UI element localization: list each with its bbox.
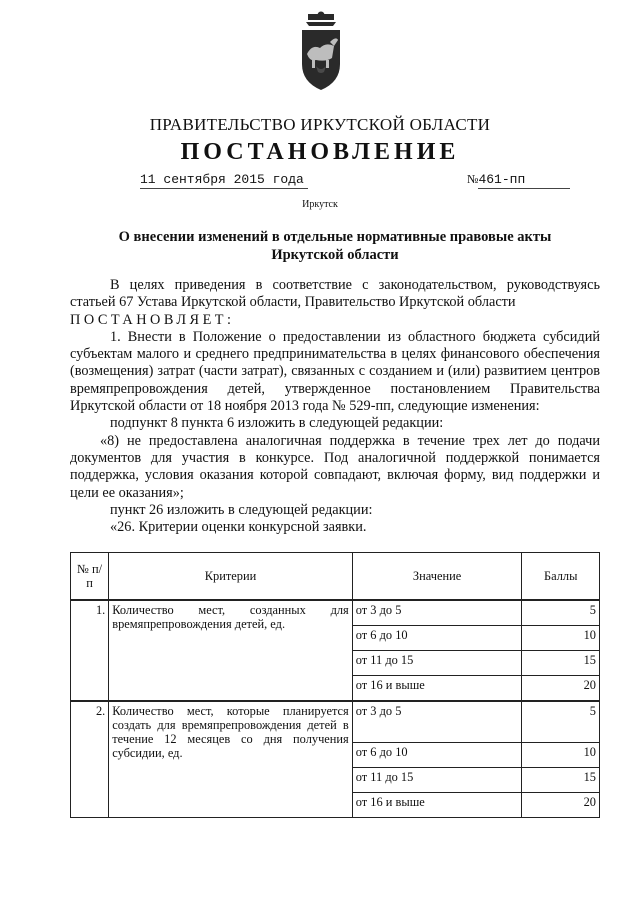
group-1-criterion: Количество мест, созданных для времяпрепровождения детей, ед. <box>109 600 353 701</box>
document-body <box>70 277 600 536</box>
document-number-block <box>467 171 570 189</box>
group-1-points-4: 20 <box>522 676 600 702</box>
group-1-value-1: от 3 до 5 <box>352 600 522 626</box>
header-criteria: Критерии <box>109 553 353 601</box>
group-1-points-2: 10 <box>522 626 600 651</box>
group-1-value-2: от 6 до 10 <box>352 626 522 651</box>
government-name: ПРАВИТЕЛЬСТВО ИРКУТСКОЙ ОБЛАСТИ <box>149 115 491 134</box>
document-title <box>70 228 600 264</box>
group-2-points-3: 15 <box>522 768 600 793</box>
criteria-table <box>70 552 600 818</box>
group-2-points-2: 10 <box>522 743 600 768</box>
table-header-row <box>71 553 600 601</box>
city: Иркутск <box>302 199 338 210</box>
group-1-num: 1. <box>71 600 109 701</box>
group-1-value-4: от 16 и выше <box>352 676 522 702</box>
subpoint-8-paragraph: подпункт 8 пункта 6 изложить в следующей редакции: <box>110 415 444 432</box>
item-26-paragraph: пункт 26 изложить в следующей редакции: <box>110 501 373 518</box>
document-date: 11 сентября 2015 года <box>140 172 308 189</box>
group-2-criterion: Количество мест, которые планируется создать для времяпрепровождения детей в течение 12 месяцев со дня получения субсидии, ед. <box>109 701 353 818</box>
group-1-points-3: 15 <box>522 651 600 676</box>
title-line-1: О внесении изменений в отдельные нормативные правовые акты <box>118 229 552 245</box>
number-sign: № <box>467 172 479 186</box>
table-row <box>71 701 600 743</box>
group-2-points-4: 20 <box>522 793 600 818</box>
document-number: 461-пп <box>478 172 570 189</box>
title-line-2: Иркутской области <box>271 247 399 263</box>
group-2-num: 2. <box>71 701 109 818</box>
group-1-value-3: от 11 до 15 <box>352 651 522 676</box>
header-value: Значение <box>352 553 522 601</box>
group-1-points-1: 5 <box>522 600 600 626</box>
document-type: ПОСТАНОВЛЕНИЕ <box>180 139 460 165</box>
group-2-value-2: от 6 до 10 <box>352 743 522 768</box>
group-2-value-3: от 11 до 15 <box>352 768 522 793</box>
quote-8-paragraph: «8) не предоставлена аналогичная поддержка в течение трех лет до подачи документов для участия в конкурсе. Под аналогичной поддержкой понимается поддержка, условия оказания которой совпадают, включая форму, вид поддержки и цели ее оказания»; <box>70 432 600 501</box>
group-2-points-1: 5 <box>522 701 600 743</box>
resolves-word: ПОСТАНОВЛЯЕТ: <box>70 311 235 328</box>
header-points: Баллы <box>522 553 600 601</box>
intro-paragraph: В целях приведения в соответствие с законодательством, руководствуясь статьей 67 Устава Иркутской области, Правительство Иркутской области <box>70 277 600 311</box>
item-1-paragraph: 1. Внести в Положение о предоставлении из областного бюджета субсидий субъектам малого и среднего предпринимательства в целях финансового обеспечения (возмещения) затрат (части затрат), связанных с созданием и (или) развитием центров времяпрепровождения детей, утвержденное постановлением Правительства Иркутской области от 18 ноября 2013 года № 529-пп, следующие изменения: <box>70 328 600 415</box>
group-2-value-4: от 16 и выше <box>352 793 522 818</box>
group-2-value-1: от 3 до 5 <box>352 701 522 743</box>
coat-of-arms-emblem <box>296 6 346 94</box>
table-row <box>71 600 600 626</box>
header-num: № п/п <box>71 553 109 601</box>
quote-26-paragraph: «26. Критерии оценки конкурсной заявки. <box>110 519 367 536</box>
